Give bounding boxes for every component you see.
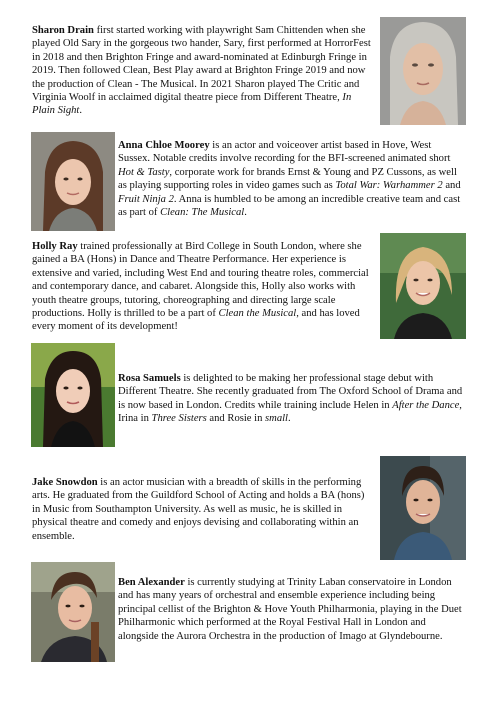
bio-rosa-samuels: [118, 372, 464, 426]
bio-name: Ben Alexander: [118, 577, 185, 588]
bio-title-italic: Three Sisters: [151, 413, 207, 425]
bio-sharon-drain: [32, 24, 372, 118]
bio-jake-snowdon: [32, 476, 372, 543]
bio-text: . Anna is humbled to be among an incredible creative team and cast as part of: [118, 193, 461, 219]
bio-name: Holly Ray: [32, 241, 78, 252]
bio-name: Jake Snowdon: [32, 477, 98, 488]
bio-anna-chloe-moorey: [118, 139, 465, 219]
bio-text: is delighted to be making her professional stage debut with Different Theatre. She recently graduated from The Oxford School of Drama and is now based in London. Credits while training include Helen in: [118, 373, 463, 411]
bio-text: and Rosie in: [206, 413, 266, 425]
headshot-holly-ray: [380, 233, 466, 339]
bio-text: .: [288, 413, 291, 425]
bio-title-italic: small: [265, 413, 289, 425]
bio-text: and: [442, 180, 461, 192]
headshot-anna-chloe-moorey: [31, 132, 115, 231]
bio-title-italic: In Plain Sight: [32, 92, 352, 117]
bio-name: Rosa Samuels: [118, 373, 181, 384]
bio-text: is currently studying at Trinity Laban conservatoire in London and has many years of orchestral and ensemble experience including being principal cellist of the Brighton & Hove Youth Philharmonia, playing in the Duet Philharmonic which performed at the Royal Festival Hall in London and alongside the Aurora Orchestra in the production of Imago at Glyndebourne.: [118, 577, 462, 642]
bio-text: .: [79, 105, 83, 117]
bio-text: .: [244, 207, 247, 219]
headshot-ben-alexander: [31, 562, 115, 662]
bio-text: , corporate work for brands Ernst & Young and PZ Cussons, as well as playing supporting roles in video games such as: [118, 166, 457, 192]
bio-text: first started working with playwright Sam Chittenden when she played Old Sary in the gorgeous two hander, Sary, first performed at HorrorFest in 2018 and then Brighton Fringe and award-nominated at Edinburgh Fringe in 2019. Then followed Clean, Best Play award at Brighton Fringe 2019 and now the production of Clean - The Musical. In 2021 Sharon played The Critic and Virginia Woolf in acclaimed digital theatre piece from Different Theatre,: [32, 25, 371, 104]
bio-text: trained professionally at Bird College in South London, where she gained a BA (Hons) in Dance and Theatre Performance. Her experience is extensive and varied, including West End and touring theatre roles, commercial and contemporary dance, and cabaret. Alongside this, Holly also works with youth theatre groups, tutoring, choreographing and directing large scale productions. Holly is thrilled to be a part of: [32, 241, 369, 320]
headshot-sharon-drain: [380, 17, 466, 125]
bio-name: Sharon Drain: [32, 25, 94, 36]
bio-text: , Irina in: [118, 399, 462, 425]
bio-text: is an actor musician with a breadth of skills in the performing arts. He graduated from the Guildford School of Acting and holds a BA (hons) in Music from Southampton University. As well as music, he is skilled in physical theatre and comedy and enjoys devising and collaborating within an ensemble.: [32, 477, 365, 542]
bio-title-italic: Hot & Tasty: [118, 166, 170, 178]
bio-text: , and has loved every moment of its development!: [32, 308, 360, 333]
bio-ben-alexander: [118, 576, 464, 643]
bio-holly-ray: [32, 240, 378, 334]
bio-text: is an actor and voiceover artist based in Hove, West Sussex. Notable credits involve recording for the BFI-screened animated short: [118, 140, 451, 165]
bio-title-italic: Total War: Warhammer 2: [335, 180, 443, 192]
bio-title-italic: Clean: The Musical: [160, 207, 245, 219]
headshot-rosa-samuels: [31, 343, 115, 447]
bio-title-italic: After the Dance: [392, 399, 460, 411]
bio-name: Anna Chloe Moorey: [118, 140, 210, 151]
headshot-jake-snowdon: [380, 456, 466, 560]
bio-title-italic: Clean the Musical: [218, 308, 297, 320]
bio-title-italic: Fruit Ninja 2: [118, 193, 174, 205]
